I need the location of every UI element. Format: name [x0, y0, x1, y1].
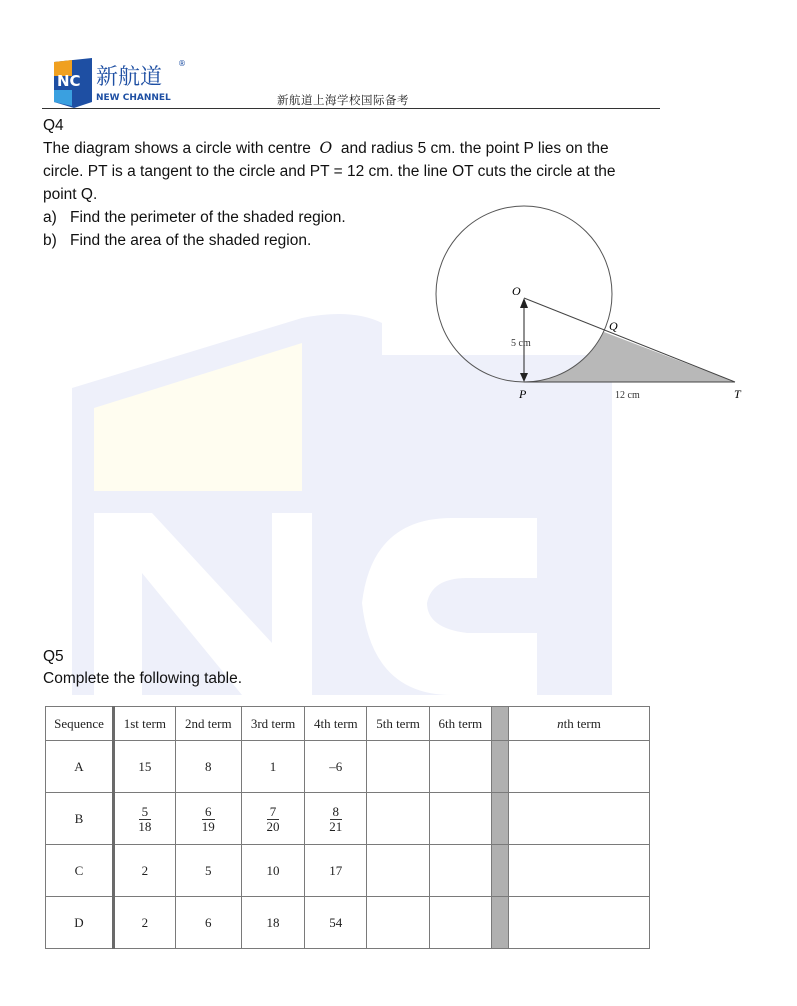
table-header-row [46, 707, 650, 741]
term-cell: 17 [305, 845, 367, 897]
q4b-marker: b) [43, 232, 57, 249]
header-nth-term [509, 707, 650, 741]
denominator: 20 [266, 818, 280, 834]
table-row [46, 741, 650, 793]
nth-suffix: th term [563, 715, 601, 731]
answer-cell-5th[interactable] [367, 897, 429, 949]
answer-cell-5th[interactable] [367, 741, 429, 793]
svg-text:®: ® [178, 59, 186, 68]
table-row [46, 793, 650, 845]
answer-cell-6th[interactable] [429, 897, 491, 949]
answer-cell-nth[interactable] [509, 741, 650, 793]
header-term-4: 4th term [305, 707, 367, 741]
term-cell: 2 [114, 897, 176, 949]
sequence-name: C [46, 845, 114, 897]
svg-text:5 cm: 5 cm [511, 338, 531, 349]
term-cell: 6 [175, 897, 241, 949]
denominator: 21 [329, 818, 343, 834]
nth-n: n [557, 715, 564, 731]
svg-text:T: T [734, 387, 741, 401]
svg-text:12 cm: 12 cm [615, 390, 640, 401]
term-cell: 18 [241, 897, 304, 949]
answer-cell-nth[interactable] [509, 845, 650, 897]
term-cell: 8 [175, 741, 241, 793]
question-4a [43, 206, 346, 229]
answer-cell-nth[interactable] [509, 897, 650, 949]
numerator: 6 [202, 805, 215, 820]
term-cell: 54 [305, 897, 367, 949]
sequence-table [45, 706, 650, 949]
fraction [202, 805, 215, 834]
numerator: 7 [267, 805, 280, 820]
svg-text:NEW CHANNEL: NEW CHANNEL [96, 93, 171, 103]
svg-text:新航道: 新航道 [96, 65, 163, 90]
svg-text:Q: Q [609, 319, 618, 333]
header-term-5: 5th term [367, 707, 429, 741]
shaded-gap-column [492, 793, 509, 845]
header-term-6: 6th term [429, 707, 491, 741]
sequence-name: A [46, 741, 114, 793]
header-caption: 新航道上海学校国际备考 [277, 93, 409, 107]
new-channel-logo [52, 56, 192, 108]
answer-cell-6th[interactable] [429, 741, 491, 793]
q4a-text: Find the perimeter of the shaded region. [70, 209, 346, 226]
question-4b [43, 229, 311, 252]
q4-body-part1: The diagram shows a circle with centre [43, 140, 311, 157]
table-row [46, 897, 650, 949]
answer-cell-6th[interactable] [429, 793, 491, 845]
term-cell [305, 793, 367, 845]
q4b-text: Find the area of the shaded region. [70, 232, 312, 249]
fraction [138, 805, 151, 834]
answer-cell-5th[interactable] [367, 845, 429, 897]
header-divider [42, 108, 660, 109]
term-cell: 5 [175, 845, 241, 897]
header-term-2: 2nd term [175, 707, 241, 741]
table-row [46, 845, 650, 897]
term-cell: –6 [305, 741, 367, 793]
circle-tangent-diagram [420, 195, 760, 410]
shaded-gap-column [492, 741, 509, 793]
term-cell: 1 [241, 741, 304, 793]
numerator: 5 [139, 805, 152, 820]
shaded-gap-column [492, 707, 509, 741]
answer-cell-nth[interactable] [509, 793, 650, 845]
svg-text:O: O [512, 284, 521, 298]
denominator: 18 [138, 818, 152, 834]
centre-symbol: O [319, 139, 333, 157]
svg-text:P: P [519, 387, 527, 401]
term-cell [175, 793, 241, 845]
denominator: 19 [201, 818, 215, 834]
header-sequence: Sequence [46, 707, 114, 741]
term-cell: 2 [114, 845, 176, 897]
header-term-1: 1st term [114, 707, 176, 741]
question-5-instruction: Complete the following table. [43, 670, 243, 687]
header-term-3: 3rd term [241, 707, 304, 741]
shaded-gap-column [492, 897, 509, 949]
q4a-marker: a) [43, 209, 57, 226]
question-5-label: Q5 [43, 648, 64, 665]
question-4-label: Q4 [43, 117, 64, 134]
term-cell [114, 793, 176, 845]
q4-body-part2: and radius 5 cm. the point P lies on the circle. PT is a tangent to the circle and PT = 12 cm. the line OT cuts the circle at the point Q. [43, 140, 616, 203]
answer-cell-6th[interactable] [429, 845, 491, 897]
term-cell [241, 793, 304, 845]
fraction [329, 805, 342, 834]
term-cell: 15 [114, 741, 176, 793]
fraction [267, 805, 280, 834]
sequence-name: B [46, 793, 114, 845]
term-cell: 10 [241, 845, 304, 897]
sequence-name: D [46, 897, 114, 949]
shaded-gap-column [492, 845, 509, 897]
answer-cell-5th[interactable] [367, 793, 429, 845]
numerator: 8 [330, 805, 343, 820]
svg-text:NC: NC [57, 72, 81, 90]
